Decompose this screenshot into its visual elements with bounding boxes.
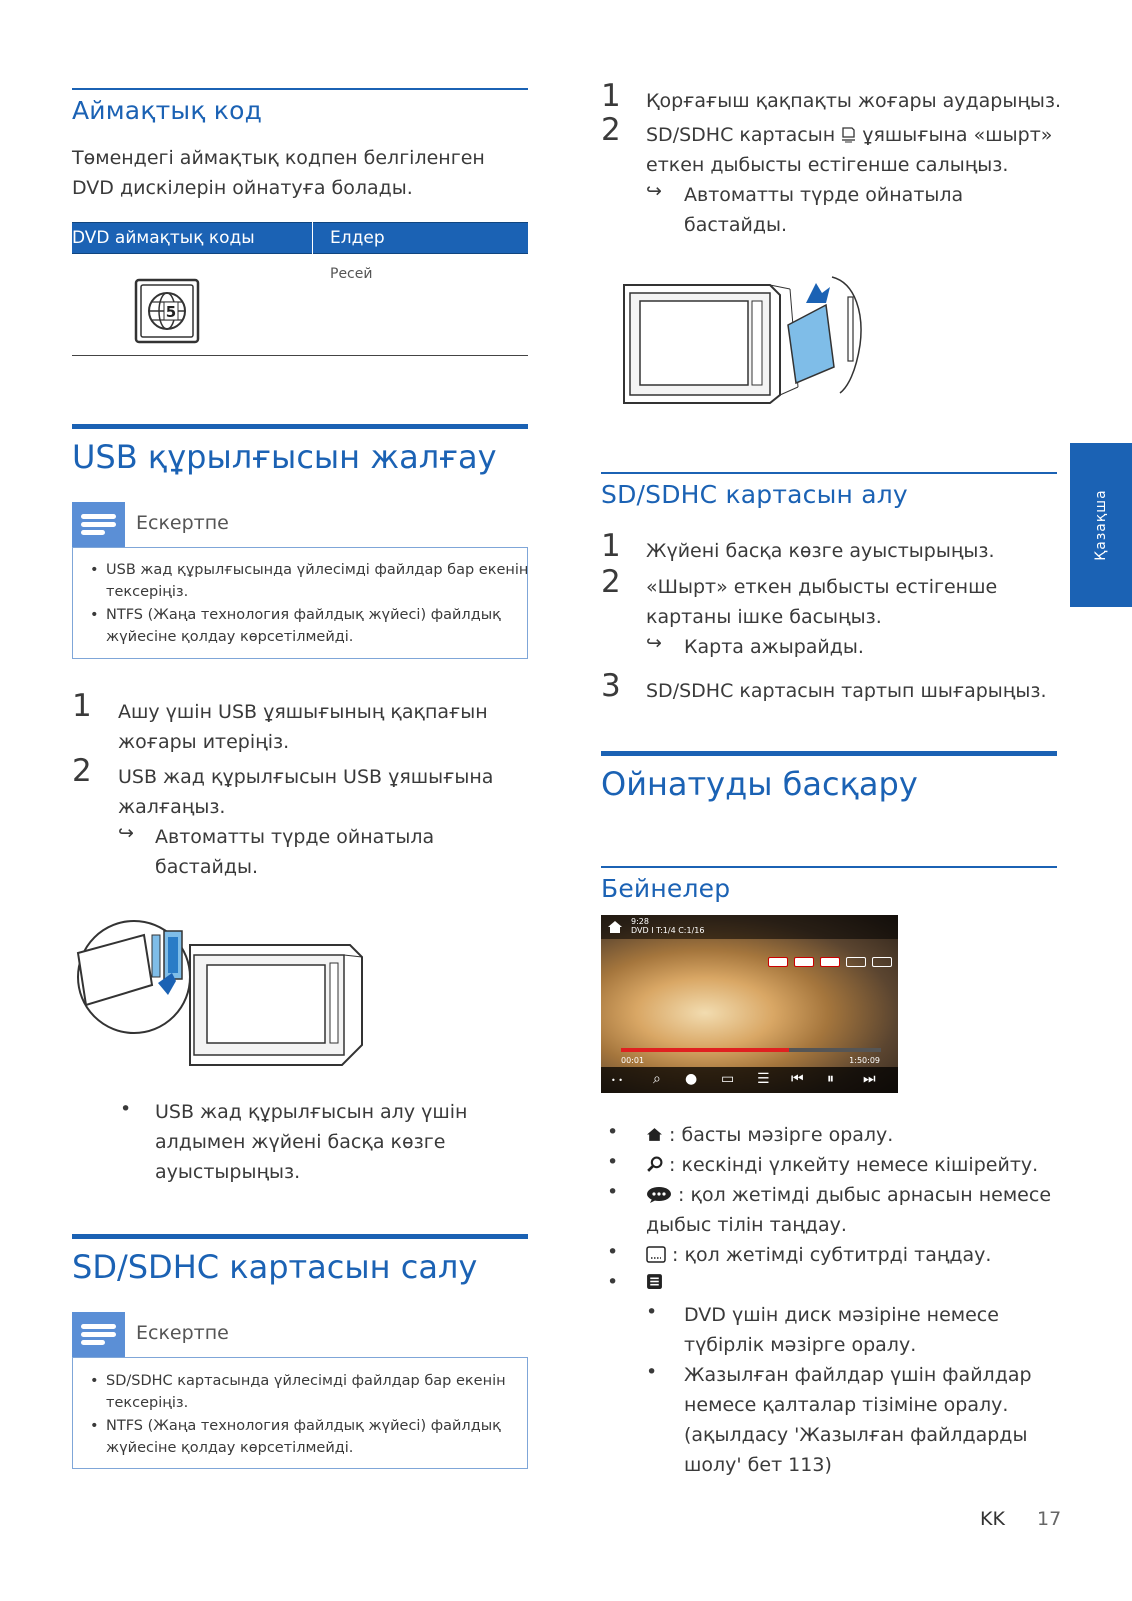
usb-result-arrow-icon: ↪ (118, 822, 134, 844)
ctrl-bullet-subtitle: • (607, 1241, 619, 1263)
subtitle-icon (646, 1246, 666, 1263)
region-heading: Аймақтық код (72, 96, 263, 125)
sd-remove-step-3-number: 3 (601, 668, 621, 704)
footer-language: KK (980, 1508, 1005, 1530)
region-table-bottom-rule (72, 355, 528, 356)
sd-insert-heading-rule (72, 1234, 528, 1239)
video-prev-icon[interactable]: ⏮ (791, 1071, 804, 1087)
usb-step-1-number: 1 (72, 688, 92, 724)
sd-note-icon (72, 1312, 125, 1357)
video-playback-screenshot (601, 915, 898, 1093)
region-table-col1: DVD аймақтық коды (72, 228, 255, 248)
video-max-button[interactable] (794, 957, 814, 967)
video-status-text: 9:28 DVD I T:1/4 C:1/16 (631, 917, 705, 935)
sd-remove-step-1-number: 1 (601, 528, 621, 564)
video-eq-button[interactable] (846, 957, 866, 967)
dvd-region-globe-icon (134, 278, 200, 344)
sd-step-1-text: Қорғағыш қақпақты жоғары аударыңыз. (646, 90, 1062, 112)
region-heading-rule (72, 88, 528, 90)
video-repeat-button[interactable] (768, 957, 788, 967)
ctrl-item-home: : басты мәзірге оралу. (646, 1120, 893, 1150)
usb-insert-illustration (72, 915, 372, 1085)
video-audio-lang-icon[interactable]: ● (685, 1071, 698, 1087)
sd-slot-icon (841, 122, 856, 138)
video-next-icon[interactable]: ⏭ (863, 1071, 876, 1087)
video-control-pills (762, 952, 892, 964)
video-menu-icon[interactable]: ☰ (757, 1071, 770, 1087)
dvd-region-number: 5 (165, 303, 177, 321)
video-subtitle-icon[interactable]: ▭ (721, 1071, 735, 1087)
playback-heading-rule (601, 751, 1057, 756)
region-table-country: Ресей (330, 266, 373, 282)
usb-step-1-text: Ашу үшін USB ұяшығының қақпағын жоғары итеріңіз. (118, 701, 488, 753)
video-progress-fill (621, 1048, 789, 1052)
zoom-icon (646, 1156, 663, 1173)
usb-heading-rule (72, 424, 528, 429)
region-table-col2: Елдер (330, 228, 385, 248)
sd-remove-step-1-text: Жүйені басқа көзге ауыстырыңыз. (646, 540, 995, 562)
usb-heading: USB құрылғысын жалғау (72, 438, 497, 476)
usb-note-label: Ескертпе (136, 512, 229, 534)
ctrl-item-subtitle: : қол жетімді субтитрді таңдау. (646, 1240, 991, 1270)
sd-result-arrow-icon: ↪ (646, 180, 662, 202)
sd-step-2-number: 2 (601, 112, 621, 148)
region-intro-line2: DVD дискілерін ойнатуға болады. (72, 177, 413, 199)
usb-note-item-2: • NTFS (Жаңа технология файлдық жүйесі) файлдық жүйесіне қолдау көрсетілмейді. (90, 607, 501, 645)
ctrl-bullet-audio: • (607, 1181, 619, 1203)
sd-note-item-2: • NTFS (Жаңа технология файлдық жүйесі) файлдық жүйесіне қолдау көрсетілмейді. (90, 1418, 501, 1456)
menu-sub-item-files: Жазылған файлдар үшін файлдар немесе қалталар тізіміне оралу. (ақылдасу 'Жазылған файлдарды шолу' бет 113) (684, 1364, 1032, 1476)
usb-note-item-1: • USB жад құрылғысында үйлесімді файлдар бар екенін тексеріңіз. (90, 562, 529, 600)
footer-page-number: 17 (1037, 1508, 1062, 1530)
ctrl-item-zoom: : кескінді үлкейту немесе кішірейту. (646, 1150, 1038, 1180)
usb-bullet-text: USB жад құрылғысын алу үшін алдымен жүйені басқа көзге ауыстырыңыз. (155, 1101, 468, 1183)
region-table-header (72, 222, 528, 254)
home-icon (646, 1126, 663, 1143)
video-dbb-button[interactable] (820, 957, 840, 967)
usb-step-2-number: 2 (72, 753, 92, 789)
video-audio-button[interactable] (872, 957, 892, 967)
sd-insert-illustration (620, 275, 880, 410)
sd-remove-step-2-text: «Шырт» еткен дыбысты естігенше картаны ішке басыңыз. (646, 576, 998, 628)
audio-language-icon (646, 1187, 672, 1203)
sd-remove-heading-rule (601, 472, 1057, 474)
video-zoom-icon[interactable]: ⌕ (653, 1071, 661, 1087)
sd-step-2-text: SD/SDHC картасын ұяшығына «шырт» еткен дыбысты естігенше салыңыз. (646, 124, 1053, 176)
language-side-tab-label: Қазақша (1093, 489, 1109, 561)
video-pause-icon[interactable]: ⏸ (827, 1071, 834, 1087)
video-home-icon[interactable] (607, 919, 623, 935)
usb-note-icon (72, 502, 125, 547)
language-side-tab (1070, 443, 1132, 607)
sd-result-text: Автоматты түрде ойнатыла бастайды. (684, 184, 964, 236)
sd-step-1-number: 1 (601, 78, 621, 114)
sd-remove-step-2-number: 2 (601, 564, 621, 600)
videos-heading-rule (601, 866, 1057, 868)
region-intro-line1: Төмендегі аймақтық кодпен белгіленген (72, 147, 485, 169)
video-bottom-bar (601, 1067, 898, 1093)
videos-heading: Бейнелер (601, 874, 731, 903)
menu-sub-bullet-2: • (646, 1361, 658, 1383)
menu-icon (646, 1273, 663, 1294)
ctrl-bullet-menu: • (607, 1271, 619, 1293)
ctrl-item-audio: : қол жетімді дыбыс арнасын немесе дыбыс тілін таңдау. (646, 1184, 1052, 1236)
sd-note-label: Ескертпе (136, 1322, 229, 1344)
region-table-divider (312, 222, 313, 254)
sd-remove-step-3-text: SD/SDHC картасын тартып шығарыңыз. (646, 680, 1047, 702)
sd-remove-result-text: Карта ажырайды. (684, 636, 864, 658)
usb-bullet-dot: • (120, 1098, 132, 1120)
sd-remove-heading: SD/SDHC картасын алу (601, 480, 908, 509)
video-total-time: 1:50:09 (849, 1056, 880, 1065)
menu-sub-item-dvd: DVD үшін диск мәзіріне немесе түбірлік мәзірге оралу. (684, 1304, 999, 1356)
sd-insert-heading: SD/SDHC картасын салу (72, 1248, 478, 1286)
usb-step-2-text: USB жад құрылғысын USB ұяшығына жалғаңыз. (118, 766, 494, 818)
sd-remove-result-arrow-icon: ↪ (646, 632, 662, 654)
ctrl-bullet-zoom: • (607, 1151, 619, 1173)
usb-result-text: Автоматты түрде ойнатыла бастайды. (155, 826, 435, 878)
playback-heading: Ойнатуды басқару (601, 765, 918, 803)
video-more-icon[interactable]: • • (611, 1076, 623, 1085)
video-elapsed-time: 00:01 (621, 1056, 645, 1065)
menu-sub-bullet-1: • (646, 1301, 658, 1323)
ctrl-bullet-home: • (607, 1121, 619, 1143)
sd-note-item-1: • SD/SDHC картасында үйлесімді файлдар бар екенін тексеріңіз. (90, 1373, 506, 1411)
